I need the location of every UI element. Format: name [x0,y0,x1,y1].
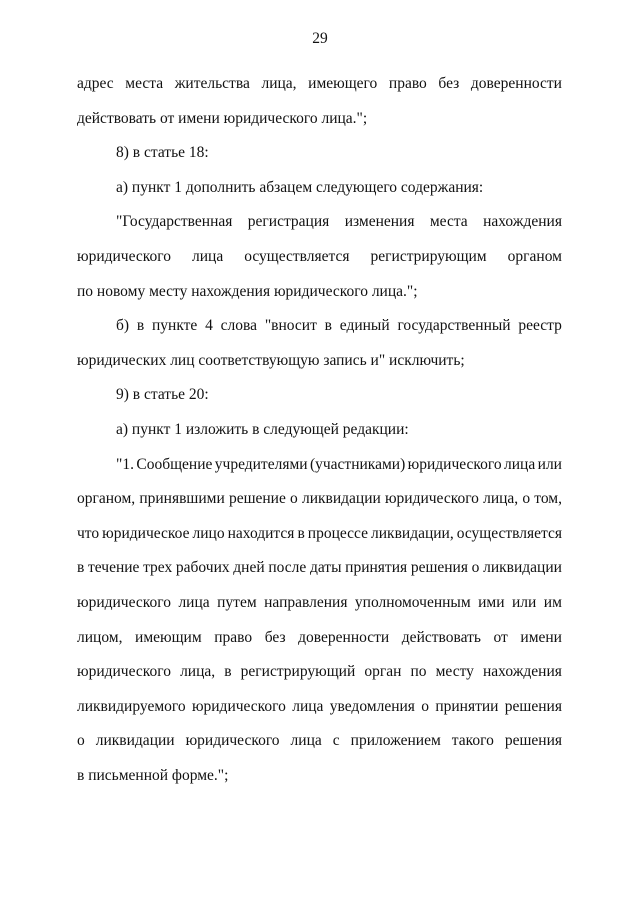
word: по [410,663,427,681]
word: после [268,559,307,577]
text-line: юридических лиц соответствующую запись и" исключить; [77,351,465,369]
word: ликвидации [301,490,381,508]
word: 4 [205,317,213,335]
text-line: в письменной форме."; [77,766,229,784]
word: что [77,524,100,542]
word: уведомления [329,697,415,715]
word: реестр [518,317,562,335]
word: направления [264,593,348,611]
text-line: действовать от имени юридического лица."; [77,109,368,127]
text-line [77,482,562,517]
word: о [522,490,531,508]
word: юридического [77,593,171,611]
word: о [421,697,429,715]
word: органом, [77,490,136,508]
word: решения [504,732,562,750]
word: регистрирующий [240,663,356,681]
text-line [77,586,562,621]
text-line [77,690,562,725]
word: с [332,732,340,750]
word: адрес [77,75,114,92]
text-line: а) пункт 1 дополнить абзацем следующего содержания: [116,178,484,196]
word: юридического [77,247,171,265]
word: лицом, [77,628,123,646]
word: доверенности [298,628,390,646]
text-line: по новому месту нахождения юридического лица."; [77,282,418,300]
text-line [77,67,562,102]
word: ими [478,593,505,611]
word: юридическое [102,524,190,542]
word: имеющего [308,75,378,92]
text-line [77,517,562,552]
word: лица [504,455,536,473]
word: принятия [345,559,408,577]
text-line [77,551,562,586]
word: юридического [191,697,286,715]
word: решения [410,559,468,577]
word: осуществляется [244,247,350,265]
word: от [493,628,508,646]
word: уполномоченным [354,593,471,611]
word: лица, [180,663,216,681]
word: б) [116,317,130,335]
word: юридического [77,663,171,681]
word: "вносит [264,317,317,335]
word: приложением [350,732,441,750]
text-line [77,621,562,656]
word: лица, [261,75,297,92]
word: жительства [174,75,250,92]
word: такого [451,732,494,750]
word: без [438,75,460,92]
word: лицо [192,524,225,542]
text-line [77,309,562,344]
word: нахождения [483,663,562,681]
word: или [537,455,562,473]
word: орган [364,663,402,681]
word: доверенности [470,75,562,92]
word: изменения [344,213,415,231]
text-line [77,205,562,240]
word: о [290,490,298,508]
word: имени [520,628,562,646]
word: ликвидируемого [77,697,186,715]
word: государственный [397,317,511,335]
word: учредителями [214,455,308,473]
word: лица [292,697,324,715]
word: слова [220,317,258,335]
text-line: 9) в статье 20: [116,386,209,404]
word: лица [290,732,322,750]
word: пункте [151,317,198,335]
word: лица, [483,490,519,508]
word: действовать [401,628,481,646]
word: в [297,524,305,542]
word: месту [435,663,474,681]
text-line: 8) в статье 18: [116,144,209,162]
word: осуществляется [456,524,562,542]
word: процессе [307,524,368,542]
word: ликвидации [95,732,175,750]
page-number: 29 [312,30,328,47]
text-line [77,240,562,275]
word: места [429,213,468,231]
text-line [77,724,562,759]
word: (участниками) [309,455,406,473]
word: в [324,317,332,335]
word: юридического [407,455,502,473]
text-line [77,448,562,483]
text-line [77,655,562,690]
word: лица [192,247,224,265]
word: в [77,559,85,577]
word: без [264,628,286,646]
word: регистрация [247,213,330,231]
word: течение [88,559,140,577]
word: юридического [185,732,280,750]
word: Сообщение [136,455,213,473]
word: места [125,75,164,92]
word: даты [309,559,342,577]
word: лица [178,593,210,611]
word: решения [504,697,562,715]
word: право [388,75,427,92]
word: находится [227,524,295,542]
word: или [512,593,537,611]
word: рабочих [175,559,230,577]
text-line: а) пункт 1 изложить в следующей редакции: [116,420,409,438]
word: принятии [435,697,499,715]
word: нахождения [483,213,562,231]
word: путем [217,593,257,611]
word: о [77,732,85,750]
word: решение [228,490,286,508]
word: ликвидации [483,559,562,577]
word: "1. [116,455,134,473]
word: в [224,663,232,681]
word: имеющим [135,628,202,646]
word: том, [534,490,562,508]
word: трех [143,559,173,577]
word: юридического [384,490,479,508]
word: дней [233,559,265,577]
word: принявшими [139,490,225,508]
word: ликвидации, [371,524,454,542]
word: единый [339,317,390,335]
word: органом [507,247,562,265]
word: им [543,593,562,611]
word: регистрирующим [370,247,487,265]
word: право [214,628,253,646]
word: в [136,317,145,335]
word: "Государственная [116,213,233,231]
document-body [77,67,562,793]
word: о [471,559,480,577]
